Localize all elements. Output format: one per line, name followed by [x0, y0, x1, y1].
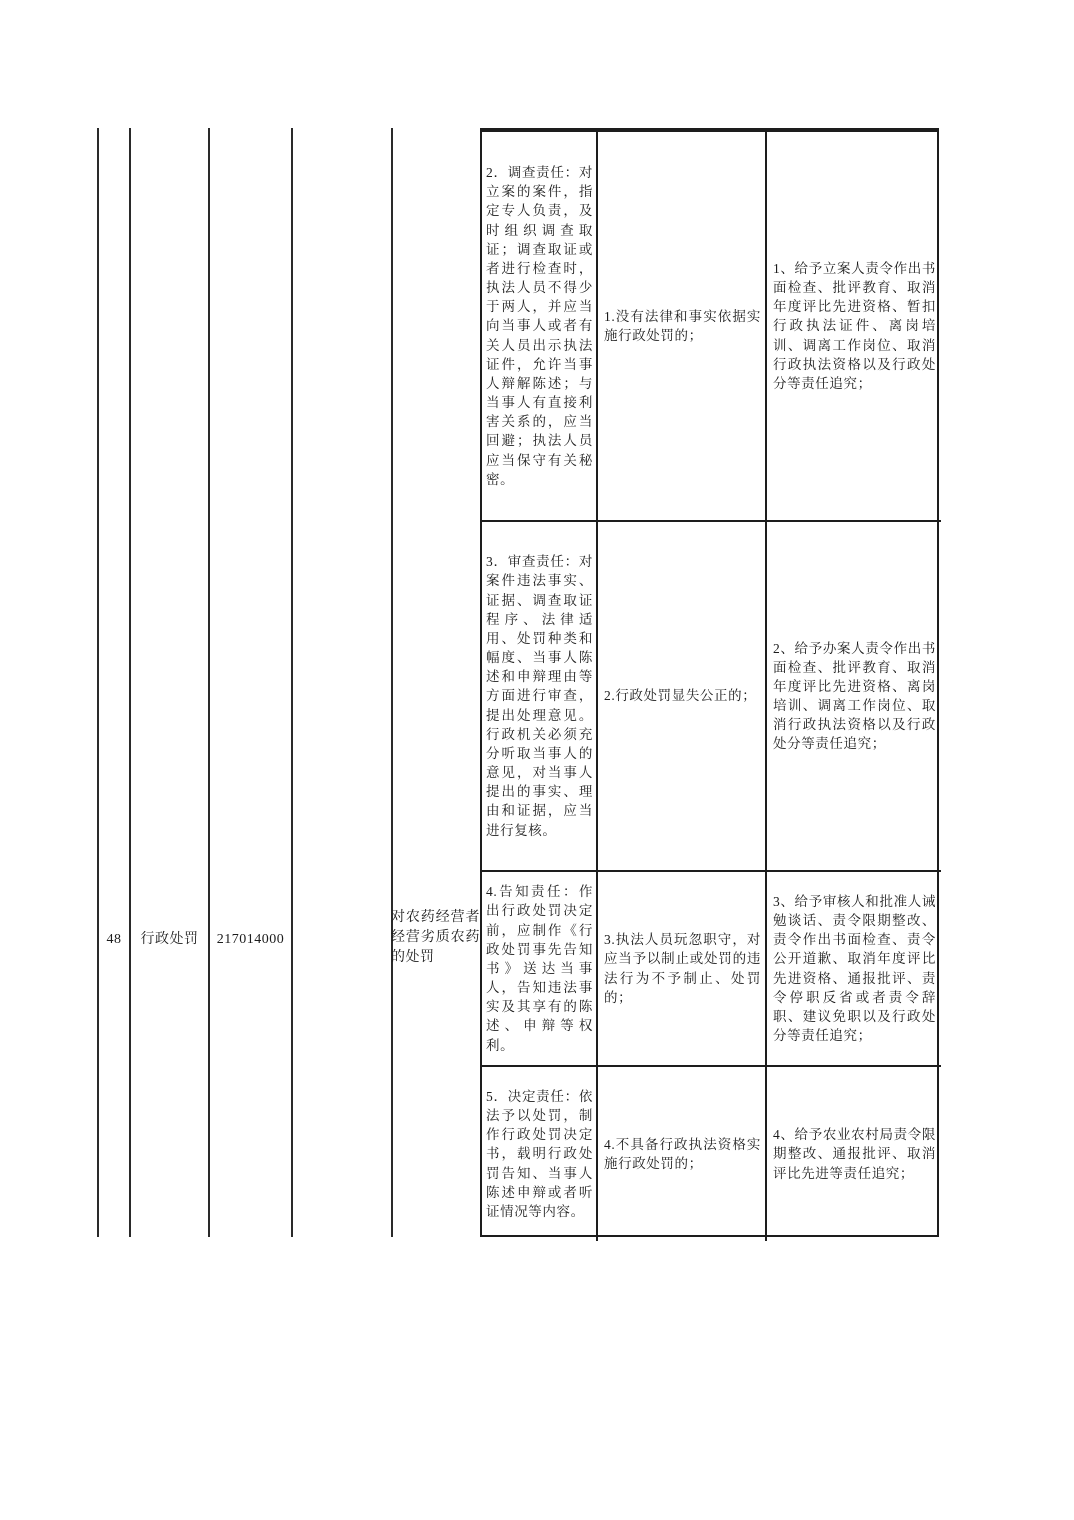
accountability-text: 2、给予办案人责令作出书面检查、批评教育、取消年度评比先进资格、离岗培训、调离工作岗位、取消行政执法资格以及行政处分等责任追究； [773, 640, 936, 752]
accountability-circumstance-cell [598, 872, 767, 1067]
column-divider [291, 128, 293, 1237]
responsibility-text: 2．调查责任：对立案的案件，指定专人负责，及时组织调查取证；调查取证或者进行检查时，执法人员不得少于两人，并应当向当事人或者有关人员出示执法证件，允许当事人辩解陈述；与当事人有直接利害关系的，应当回避；执法人员应当保守有关秘密。 [486, 165, 593, 487]
circumstance-text: 2.行政处罚显失公正的； [604, 688, 757, 704]
column-divider [208, 128, 210, 1237]
accountability-circumstance-cell [598, 522, 767, 872]
power-code: 217014000 [216, 932, 285, 947]
accountability-circumstance-cell [598, 1067, 767, 1241]
circumstance-text: 4.不具备行政执法资格实施行政处罚的； [604, 1136, 761, 1171]
sequence-number: 48 [106, 932, 122, 947]
circumstance-text: 1.没有法律和事实依据实施行政处罚的； [604, 308, 761, 343]
power-name: 对农药经营者经营劣质农药的处罚 [391, 910, 480, 965]
responsibility-text: 3．审查责任：对案件违法事实、证据、调查取证程序、法律适用、处罚种类和幅度、当事人陈述和申辩理由等方面进行审查，提出处理意见。行政机关必须充分听取当事人的意见，对当事人提出的事实、理由和证据，应当进行复核。 [486, 554, 593, 838]
responsibility-cell [482, 872, 598, 1067]
responsibility-text: 5．决定责任：依法予以处罚，制作行政处罚决定书，载明行政处罚告知、当事人陈述申辩或者听证情况等内容。 [486, 1088, 593, 1219]
accountability-circumstance-cell [598, 132, 767, 522]
accountability-measure-cell [767, 1067, 941, 1241]
responsibility-cell [482, 1067, 598, 1241]
accountability-text: 4、给予农业农村局责令限期整改、通报批评、取消评比先进等责任追究； [773, 1127, 936, 1181]
accountability-measure-cell [767, 522, 941, 872]
column-divider [129, 128, 131, 1237]
responsibility-cell [482, 522, 598, 872]
column-divider [97, 128, 99, 1237]
responsibility-cell [482, 132, 598, 522]
accountability-measure-cell [767, 132, 941, 522]
accountability-measure-cell [767, 872, 941, 1067]
responsibility-matrix-table [480, 128, 939, 1237]
column-divider [391, 128, 393, 1237]
responsibility-text: 4.告知责任：作出行政处罚决定前，应制作《行政处罚事先告知书》送达当事人，告知违法事实及其享有的陈述、申辩等权利。 [486, 884, 593, 1053]
power-type: 行政处罚 [140, 932, 199, 947]
accountability-text: 3、给予审核人和批准人诫勉谈话、责令限期整改、责令作出书面检查、责令公开道歉、取消年度评比先进资格、通报批评、责令停职反省或者责令辞职、建议免职以及行政处分等责任追究； [773, 893, 936, 1043]
accountability-text: 1、给予立案人责令作出书面检查、批评教育、取消年度评比先进资格、暂扣行政执法证件、离岗培训、调离工作岗位、取消行政执法资格以及行政处分等责任追究； [773, 260, 936, 391]
circumstance-text: 3.执法人员玩忽职守，对应当予以制止或处罚的违法行为不予制止、处罚的； [604, 932, 761, 1005]
